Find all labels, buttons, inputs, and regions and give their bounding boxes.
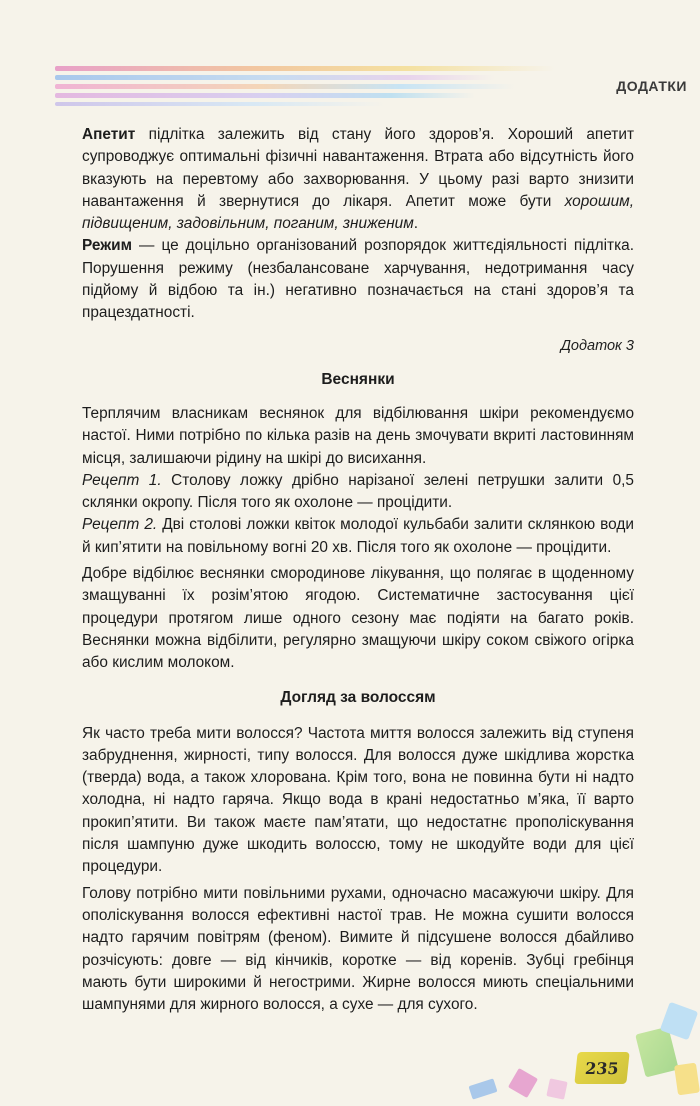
decor-shape xyxy=(508,1068,538,1098)
regime-text: — це доцільно організований розпорядок життєдіяльності підлітка. Порушення режиму (незбалансоване харчування, недотримання часу підйому й відбою та ін.) негативно позначається на стані здоров’я та працездатності. xyxy=(82,237,634,322)
header-stripe xyxy=(55,102,385,106)
appetite-paragraph xyxy=(82,124,634,235)
recipe-2 xyxy=(82,514,634,559)
section-title: ДОДАТКИ xyxy=(616,78,687,94)
recipe-2-text: Дві столові ложки квіток молодої кульбаби залити склянкою води й кип’ятити на повільному вогні 20 хв. Після того як охолоне — процідити. xyxy=(82,516,634,556)
page-number-text: 235 xyxy=(584,1058,620,1078)
regime-term: Режим xyxy=(82,237,132,255)
regime-paragraph xyxy=(82,235,634,324)
decor-shape xyxy=(546,1078,567,1099)
hair-paragraph-2: Голову потрібно мити повільними рухами, одночасно масажуючи шкіру. Для ополіскування волосся ефективні настої трав. Не можна сушити волосся надто гарячим повітрям (феном). Вимите й підсушене волосся дбайливо розчісують: довге — від кінчиків, коротке — від коренів. Зубці гребінця мають бути широкими й негострими. Жирне волосся миють спеціальними шампунями для жирного волосся, а сухе — для сухого. xyxy=(82,884,634,1014)
header-stripe xyxy=(55,93,475,98)
page-header xyxy=(55,66,695,110)
appendix-label: Додаток 3 xyxy=(560,337,634,354)
recipe-2-label: Рецепт 2. xyxy=(82,516,158,534)
freckles-paragraph-2: Добре відбілює веснянки смородинове лікування, що полягає в щоденному змащуванні їх розім’ятою ягодою. Систематичне застосування цієї процедури протягом лише одного сезону має подіяти на багато років. Веснянки можна відбілити, регулярно змащуючи шкіру соком свіжого огірка або кислим молоком. xyxy=(82,565,634,672)
decor-shape xyxy=(468,1078,497,1099)
freckles-intro: Терплячим власникам веснянок для відбілювання шкіри рекомендуємо настої. Ними потрібно по кілька разів на день змочувати вкриті ластовинням місця, залишаючи рідину на шкірі до висихання. xyxy=(82,404,634,467)
recipe-1-text: Столову ложку дрібно нарізаної зелені петрушки залити 0,5 склянки окропу. Після того як охолоне — процідити. xyxy=(82,471,634,512)
freckles-heading: Веснянки xyxy=(321,370,395,388)
appetite-text: підлітка залежить від стану його здоров’я. Хороший апетит супроводжує оптимальні фізичні навантаження. Втрата або відсутність його вказують на перевтому або захворювання. У цьому разі варто знизити навантаження й звернутися до лікаря. Апетит може бути xyxy=(82,126,634,210)
header-stripe xyxy=(55,66,555,71)
page-number xyxy=(574,1052,629,1084)
hair-paragraph-1: Як часто треба мити волосся? Частота миття волосся залежить від ступеня забруднення, жирності, типу волосся. Для волосся дуже шкідлива жорстка (тверда) вода, а також хлорована. Крім того, вона не повинна бути ні надто холодна, ні надто гаряча. Якщо вода в крані недостатньо м’яка, її варто прокип’ятити. Ви також маєте пам’ятати, що недостатнє прополіскування після шампуню дуже шкодить волоссю, тому не шкодуйте води для цієї процедури. xyxy=(82,724,634,876)
recipe-1 xyxy=(82,470,634,515)
decor-shape xyxy=(674,1063,700,1096)
recipe-1-label: Рецепт 1. xyxy=(82,471,162,489)
appetite-italic: хорошим, підвищеним, задовільним, поганим, зниженим xyxy=(82,192,634,233)
header-stripe xyxy=(55,75,495,80)
page-content xyxy=(82,124,634,1016)
appetite-term: Апетит xyxy=(82,126,136,143)
header-stripe xyxy=(55,84,515,89)
hair-care-heading: Догляд за волоссям xyxy=(280,688,436,706)
appetite-end: . xyxy=(413,215,419,233)
